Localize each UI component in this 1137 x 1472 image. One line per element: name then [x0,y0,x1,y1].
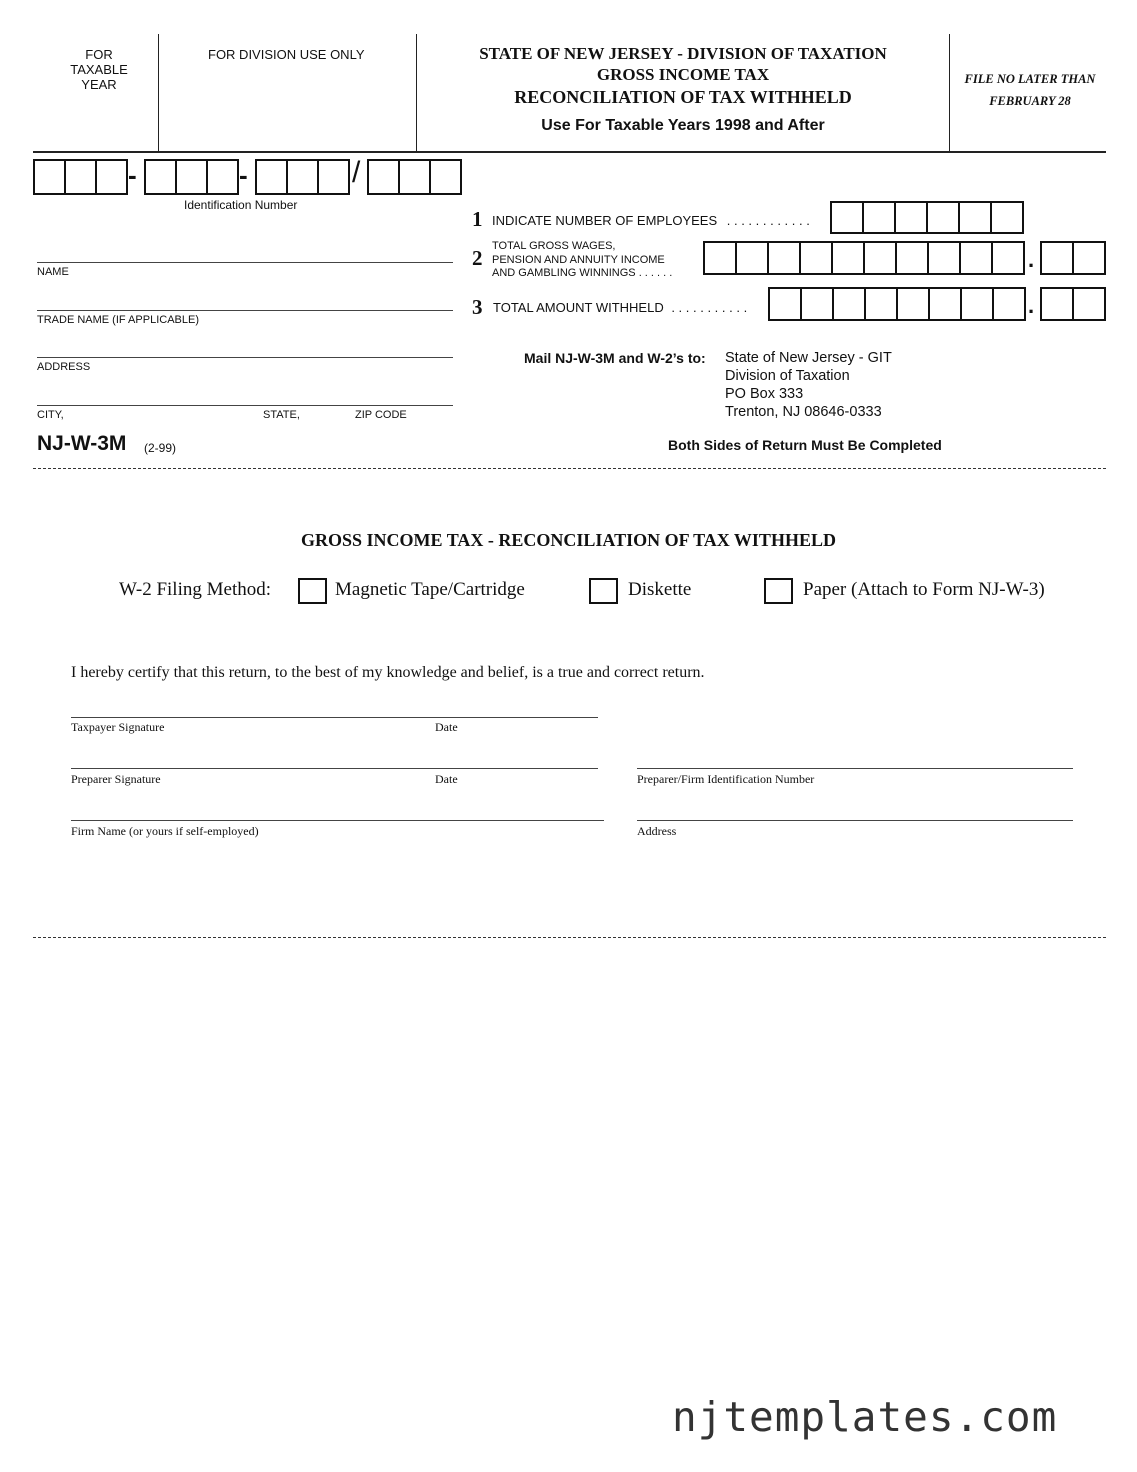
gross-wages-cents-boxes[interactable] [1040,241,1104,275]
id-digit-box[interactable] [429,159,462,195]
line-3-label: TOTAL AMOUNT WITHHELD . . . . . . . . . . . [493,300,748,315]
digit-box[interactable] [928,287,962,321]
digit-box[interactable] [992,287,1026,321]
digit-box[interactable] [767,241,801,275]
both-sides-note: Both Sides of Return Must Be Completed [668,437,942,453]
digit-box[interactable] [926,201,960,234]
id-group-1[interactable] [33,159,126,195]
digit-box[interactable] [894,201,928,234]
digit-box[interactable] [960,287,994,321]
paper-checkbox[interactable] [764,578,793,604]
line-1-number: 1 [472,207,483,231]
taxpayer-signature-line[interactable] [71,717,598,718]
diskette-checkbox[interactable] [589,578,618,604]
form-title: RECONCILIATION OF TAX WITHHELD [514,87,852,107]
id-digit-box[interactable] [317,159,350,195]
tear-line-2 [33,937,1106,938]
form-header-title [417,43,949,136]
decimal-point: . [1028,247,1035,272]
city-state-zip-line[interactable] [37,405,453,406]
id-digit-box[interactable] [144,159,177,195]
id-digit-box[interactable] [286,159,319,195]
name-label: NAME [37,266,69,278]
division-use-label: FOR DIVISION USE ONLY [208,47,365,62]
preparer-signature-line[interactable] [71,768,598,769]
digit-box[interactable] [831,241,865,275]
firm-name-label: Firm Name (or yours if self-employed) [71,824,259,838]
digit-box[interactable] [862,201,896,234]
diskette-label: Diskette [628,579,692,600]
id-group-2[interactable] [144,159,237,195]
line-1-label: INDICATE NUMBER OF EMPLOYEES . . . . . . . . . . . . [492,213,810,228]
header-divider-1 [158,34,159,151]
id-slash: / [352,156,361,189]
digit-box[interactable] [800,287,834,321]
id-group-4[interactable] [367,159,460,195]
preparer-signature-label: Preparer Signature [71,772,161,786]
digit-box[interactable] [830,201,864,234]
watermark-text: njtemplates.com [672,1393,1058,1441]
trade-name-label: TRADE NAME (IF APPLICABLE) [37,314,199,326]
preparer-address-line[interactable] [637,820,1073,821]
digit-box[interactable] [959,241,993,275]
digit-box[interactable] [863,241,897,275]
id-separator: - [239,160,248,190]
digit-box[interactable] [958,201,992,234]
preparer-firm-id-label: Preparer/Firm Identification Number [637,772,815,786]
firm-name-line[interactable] [71,820,604,821]
date-label: Date [435,772,458,786]
digit-box[interactable] [1072,287,1106,321]
id-digit-box[interactable] [367,159,400,195]
trade-name-line[interactable] [37,310,453,311]
digit-box[interactable] [896,287,930,321]
digit-box[interactable] [1040,241,1074,275]
id-separator: - [128,160,137,190]
line-3-number: 3 [472,295,483,319]
city-label: CITY, [37,409,64,421]
line-2-label: TOTAL GROSS WAGES, PENSION AND ANNUITY INCOME AND GAMBLING WINNINGS . . . . . . [492,240,673,279]
form-revision: (2-99) [144,441,177,455]
magnetic-tape-checkbox[interactable] [298,578,327,604]
mail-to-label: Mail NJ-W-3M and W-2’s to: [524,350,706,366]
id-digit-box[interactable] [64,159,97,195]
tear-line-1 [33,468,1106,469]
address-line[interactable] [37,357,453,358]
filing-method-label: W-2 Filing Method: [119,579,271,600]
file-deadline: FILE NO LATER THAN FEBRUARY 28 [964,72,1096,108]
id-digit-box[interactable] [33,159,66,195]
form-code: NJ-W-3M [37,432,127,455]
id-digit-box[interactable] [398,159,431,195]
digit-box[interactable] [990,201,1024,234]
digit-box[interactable] [927,241,961,275]
digit-box[interactable] [1040,287,1074,321]
digit-box[interactable] [768,287,802,321]
certification-text: I hereby certify that this return, to the best of my knowledge and belief, is a true and correct return. [71,664,705,681]
id-number-label: Identification Number [184,198,298,212]
taxpayer-signature-label: Taxpayer Signature [71,720,165,734]
digit-box[interactable] [832,287,866,321]
id-digit-box[interactable] [95,159,128,195]
decimal-point: . [1028,293,1035,318]
section-2-title: GROSS INCOME TAX - RECONCILIATION OF TAX WITHHELD [301,530,836,550]
for-taxable-year-label: FOR TAXABLE YEAR [70,47,128,92]
years-note: Use For Taxable Years 1998 and After [541,117,825,134]
digit-box[interactable] [895,241,929,275]
digit-box[interactable] [735,241,769,275]
zip-label: ZIP CODE [355,409,407,421]
header-bottom-rule [33,151,1106,153]
digit-box[interactable] [864,287,898,321]
address-label: ADDRESS [37,361,91,373]
digit-box[interactable] [1072,241,1106,275]
digit-box[interactable] [799,241,833,275]
mail-address: State of New Jersey - GIT Division of Taxation PO Box 333 Trenton, NJ 08646-0333 [725,350,892,420]
digit-box[interactable] [991,241,1025,275]
magnetic-tape-label: Magnetic Tape/Cartridge [335,579,525,600]
state-label: STATE, [263,409,300,421]
preparer-firm-id-line[interactable] [637,768,1073,769]
amount-withheld-dollars-boxes[interactable] [768,287,1024,321]
gross-wages-dollars-boxes[interactable] [703,241,1023,275]
id-digit-box[interactable] [206,159,239,195]
line-2-number: 2 [472,246,483,270]
employee-count-boxes[interactable] [830,201,1022,234]
id-digit-box[interactable] [255,159,288,195]
id-digit-box[interactable] [175,159,208,195]
preparer-address-label: Address [637,824,677,838]
amount-withheld-cents-boxes[interactable] [1040,287,1104,321]
date-label: Date [435,720,458,734]
agency-name: STATE OF NEW JERSEY - DIVISION OF TAXATION [479,44,887,63]
id-group-3[interactable] [255,159,348,195]
digit-box[interactable] [703,241,737,275]
paper-label: Paper (Attach to Form NJ-W-3) [803,579,1045,600]
name-line[interactable] [37,262,453,263]
tax-name: GROSS INCOME TAX [596,65,770,84]
